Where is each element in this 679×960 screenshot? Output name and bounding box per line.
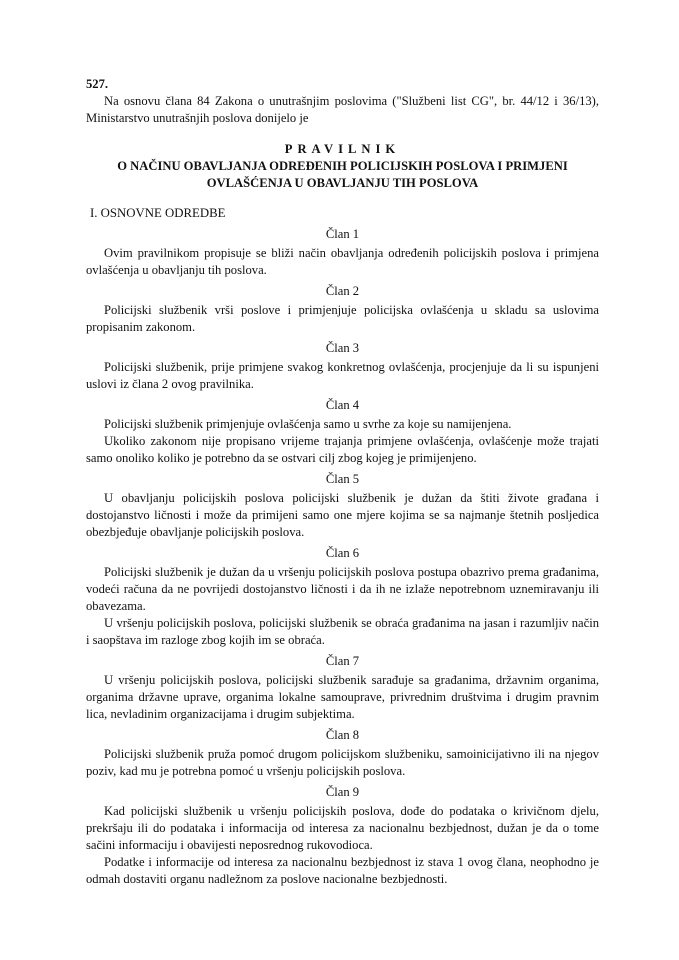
- article-5: [86, 471, 599, 541]
- article-paragraph: Podatke i informacije od interesa za nacionalnu bezbjednost iz stava 1 ovog člana, neophodno je odmah dostaviti organu nadležnom za poslove nacionalne bezbjednosti.: [86, 855, 599, 886]
- article-paragraph: Ovim pravilnikom propisuje se bliži način obavljanja određenih policijskih poslova i primjena ovlašćenja u obavljanju tih poslova.: [86, 246, 599, 277]
- article-title: Član 4: [325, 398, 360, 412]
- article-6: [86, 545, 599, 649]
- article-9: [86, 784, 599, 888]
- document-title: [86, 141, 599, 192]
- article-3: [86, 340, 599, 393]
- article-2: [86, 283, 599, 336]
- article-title: Član 8: [325, 728, 360, 742]
- article-paragraph: U vršenju policijskih poslova, policijski službenik sarađuje sa građanima, državnim organima, organima državne uprave, organima lokalne samouprave, privrednim društvima i drugim pravnim lica, nevladinim organizacijama i drugim subjektima.: [86, 673, 599, 721]
- article-title: Član 6: [325, 546, 360, 560]
- section-heading: I. OSNOVNE ODREDBE: [90, 206, 226, 220]
- article-paragraph: U vršenju policijskih poslova, policijski službenik se obraća građanima na jasan i razumljiv način i saopštava im razloge zbog kojih im se obraća.: [86, 616, 599, 647]
- article-8: [86, 727, 599, 780]
- title-subtitle-line-2: OVLAŠĆENJA U OBAVLJANJU TIH POSLOVA: [206, 176, 479, 190]
- title-main: PRAVILNIK: [284, 142, 401, 156]
- article-title: Član 2: [325, 284, 360, 298]
- article-1: [86, 226, 599, 279]
- article-paragraph: Policijski službenik, prije primjene svakog konkretnog ovlašćenja, procjenjuje da li su ispunjeni uslovi iz člana 2 ovog pravilnika.: [86, 360, 599, 391]
- article-paragraph: Policijski službenik je dužan da u vršenju policijskih poslova postupa obazrivo prema građanima, vodeći računa da ne povrijedi dostojanstvo ličnosti i da ih ne izlaže nepotrebnom uznemiravanju ili obavezama.: [86, 565, 599, 613]
- article-paragraph: Policijski službenik vrši poslove i primjenjuje policijska ovlašćenja u skladu sa uslovima propisanim zakonom.: [86, 303, 599, 334]
- article-title: Član 1: [325, 227, 360, 241]
- article-title: Član 7: [325, 654, 360, 668]
- article-paragraph: Kad policijski službenik u vršenju policijskih poslova, dođe do podataka o krivičnom djelu, prekršaju ili do podataka i informacija od interesa za nacionalnu bezbjednost, dužan je da o tome sačini informaciju i obavijesti neposrednog rukovodioca.: [86, 804, 599, 852]
- document-page: [86, 76, 599, 888]
- article-paragraph: Ukoliko zakonom nije propisano vrijeme trajanja primjene ovlašćenja, ovlašćenje može trajati samo onoliko koliko je potrebno da se ostvari cilj zbog kojeg je primijenjeno.: [86, 434, 599, 465]
- preamble: Na osnovu člana 84 Zakona o unutrašnjim poslovima ("Službeni list CG", br. 44/12 i 36/13), Ministarstvo unutrašnjih poslova donijelo je: [86, 94, 599, 125]
- article-4: [86, 397, 599, 467]
- article-paragraph: Policijski službenik pruža pomoć drugom policijskom službeniku, samoinicijativno ili na njegov poziv, kad mu je potrebna pomoć u vršenju policijskih poslova.: [86, 747, 599, 778]
- article-title: Član 3: [325, 341, 360, 355]
- article-title: Član 5: [325, 472, 360, 486]
- article-title: Član 9: [325, 785, 360, 799]
- title-subtitle-line-1: O NAČINU OBAVLJANJA ODREĐENIH POLICIJSKIH POSLOVA I PRIMJENI: [117, 159, 568, 173]
- regulation-number: 527.: [86, 77, 109, 91]
- article-7: [86, 653, 599, 723]
- article-paragraph: Policijski službenik primjenjuje ovlašćenja samo u svrhe za koje su namijenjena.: [104, 417, 512, 431]
- article-paragraph: U obavljanju policijskih poslova policijski službenik je dužan da štiti živote građana i dostojanstvo ličnosti i može da primijeni samo one mjere kojima se sa najmanje štetnih posljedica obezbjeđuje obavljanje policijskih poslova.: [86, 491, 599, 539]
